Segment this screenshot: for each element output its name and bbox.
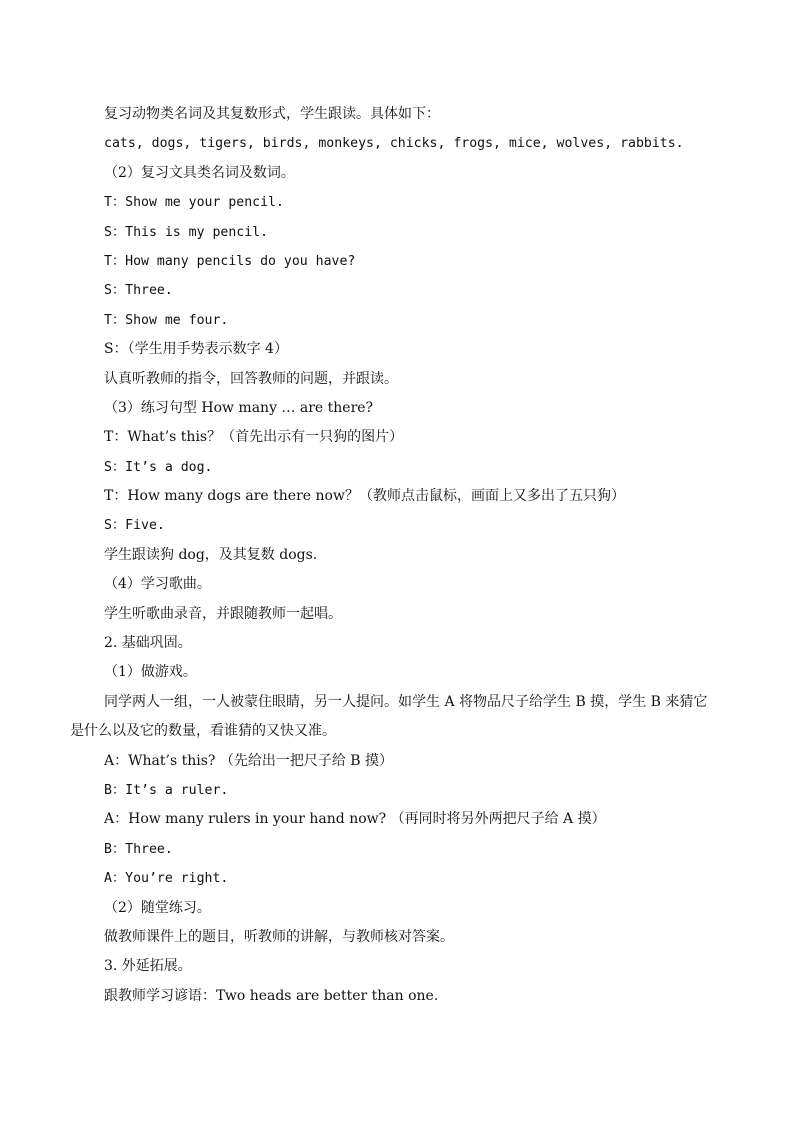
dialogue-line: A：What’s this? （先给出一把尺子给 B 摸） — [104, 752, 394, 769]
paragraph: 同学两人一组，一人被蒙住眼睛，另一人提问。如学生 A 将物品尺子给学生 B 摸，学生 B 来猜它是什么以及它的数量，看谁猜的又快又准。 — [70, 693, 708, 740]
dialogue-line: T：Show me four. — [104, 312, 229, 328]
paragraph: 跟教师学习谚语：Two heads are better than one. — [104, 987, 439, 1004]
paragraph: 做教师课件上的题目，听教师的讲解，与教师核对答案。 — [104, 928, 454, 945]
dialogue-line: B：It’s a ruler. — [104, 783, 229, 799]
dialogue-line: S：（学生用手势表示数字 4） — [104, 341, 288, 358]
dialogue-line: S：Three. — [104, 283, 173, 299]
dialogue-line: T：How many pencils do you have? — [104, 253, 356, 269]
paragraph: （2）随堂练习。 — [104, 899, 211, 916]
paragraph: 复习动物类名词及其复数形式，学生跟读。具体如下： — [104, 106, 440, 122]
paragraph: （2）复习文具类名词及数词。 — [104, 164, 295, 181]
dialogue-line: T：Show me your pencil. — [104, 195, 284, 211]
document-body — [70, 100, 720, 1011]
dialogue-line: S：This is my pencil. — [104, 224, 269, 240]
dialogue-line: S：It’s a dog. — [104, 459, 213, 475]
section-heading: 3. 外延拓展。 — [104, 958, 192, 975]
paragraph: （4）学习歌曲。 — [104, 576, 211, 593]
paragraph: 学生跟读狗 dog，及其复数 dogs. — [104, 546, 318, 563]
paragraph: （3）练习句型 How many … are there? — [104, 399, 374, 416]
dialogue-line: S：Five. — [104, 518, 165, 534]
paragraph: 认真听教师的指令，回答教师的问题，并跟读。 — [104, 370, 398, 387]
dialogue-line: B：Three. — [104, 841, 173, 857]
paragraph: cats, dogs, tigers, birds, monkeys, chicks, frogs, mice, wolves, rabbits. — [104, 136, 684, 152]
dialogue-line: T：How many dogs are there now？（教师点击鼠标，画面上又多出了五只狗） — [104, 488, 625, 505]
section-heading: 2. 基础巩固。 — [104, 635, 192, 652]
paragraph: （1）做游戏。 — [104, 664, 197, 681]
paragraph: 学生听歌曲录音，并跟随教师一起唱。 — [104, 605, 342, 622]
dialogue-line: T：What’s this？（首先出示有一只狗的图片） — [104, 429, 404, 446]
dialogue-line: A：How many rulers in your hand now? （再同时将另外两把尺子给 A 摸） — [104, 811, 606, 828]
dialogue-line: A：You’re right. — [104, 871, 229, 887]
